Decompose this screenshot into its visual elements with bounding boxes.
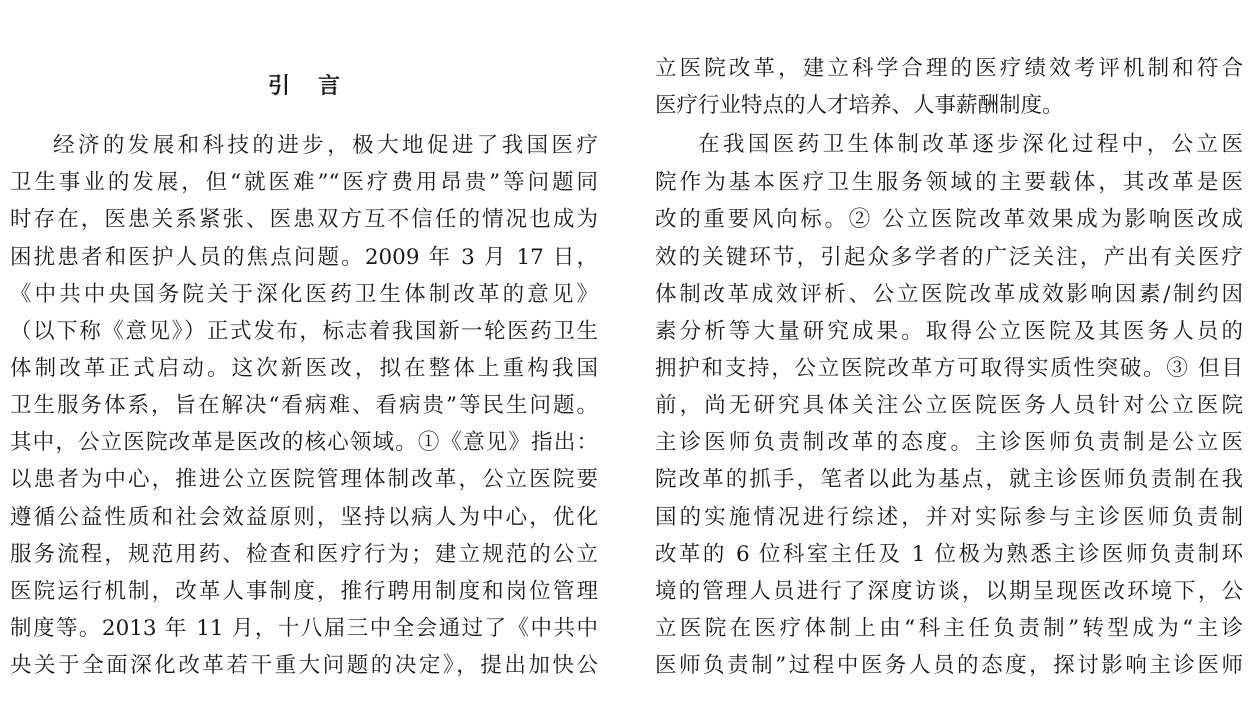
text-line: 时存在，医患关系紧张、医患双方互不信任的情况也成为 [10,207,598,232]
text-line: 困扰患者和医护人员的焦点问题。2009 年 3 月 17 日， [10,245,598,270]
text-line: 体制改革成效评析、公立医院改革成效影响因素/制约因 [655,282,1243,307]
text-line: 医师负责制”过程中医务人员的态度，探讨影响主诊医师 [655,653,1243,678]
text-line: 改的重要风向标。② 公立医院改革效果成为影响医改成 [655,207,1243,232]
text-line: 卫生事业的发展，但“就医难”“医疗费用昂贵”等问题同 [10,170,598,195]
text-line: 立医院在医疗体制上由“科主任负责制”转型成为“主诊 [655,616,1243,641]
text-line: 前，尚无研究具体关注公立医院医务人员针对公立医院 [655,393,1243,418]
text-line: （以下称《意见》）正式发布，标志着我国新一轮医药卫生 [10,319,598,344]
text-line: 《中共中央国务院关于深化医药卫生体制改革的意见》 [10,282,598,307]
text-line: 制度等。2013 年 11 月，十八届三中全会通过了《中共中 [10,616,598,641]
text-line: 在我国医药卫生体制改革逐步深化过程中，公立医 [698,132,1243,157]
text-line: 境的管理人员进行了深度访谈，以期呈现医改环境下，公 [655,579,1243,604]
text-line: 以患者为中心，推进公立医院管理体制改革，公立医院要 [10,467,598,492]
text-line: 立医院改革，建立科学合理的医疗绩效考评机制和符合 [655,56,1243,81]
text-line: 医疗行业特点的人才培养、人事薪酬制度。 [655,93,1064,118]
text-line: 主诊医师负责制改革的态度。主诊医师负责制是公立医 [655,430,1243,455]
section-heading: 引言 [267,73,368,99]
text-line: 效的关键环节，引起众多学者的广泛关注，产出有关医疗 [655,245,1243,270]
text-line: 央关于全面深化改革若干重大问题的决定》，提出加快公 [10,653,598,678]
text-line: 其中，公立医院改革是医改的核心领域。①《意见》指出： [10,430,598,455]
text-line: 遵循公益性质和社会效益原则，坚持以病人为中心，优化 [10,505,598,530]
text-line: 改革的 6 位科室主任及 1 位极为熟悉主诊医师负责制环 [655,542,1243,567]
text-line: 院作为基本医疗卫生服务领域的主要载体，其改革是医 [655,170,1243,195]
text-line: 体制改革正式启动。这次新医改，拟在整体上重构我国 [10,356,598,381]
text-line: 素分析等大量研究成果。取得公立医院及其医务人员的 [655,319,1243,344]
text-line: 经济的发展和科技的进步，极大地促进了我国医疗 [53,133,598,158]
text-line: 医院运行机制，改革人事制度，推行聘用制度和岗位管理 [10,579,598,604]
text-line: 拥护和支持，公立医院改革方可取得实质性突破。③ 但目 [655,356,1243,381]
text-line: 国的实施情况进行综述，并对实际参与主诊医师负责制 [655,505,1243,530]
text-line: 院改革的抓手，笔者以此为基点，就主诊医师负责制在我 [655,467,1243,492]
text-line: 服务流程，规范用药、检查和医疗行为；建立规范的公立 [10,542,598,567]
text-line: 卫生服务体系，旨在解决“看病难、看病贵”等民生问题。 [10,393,598,418]
